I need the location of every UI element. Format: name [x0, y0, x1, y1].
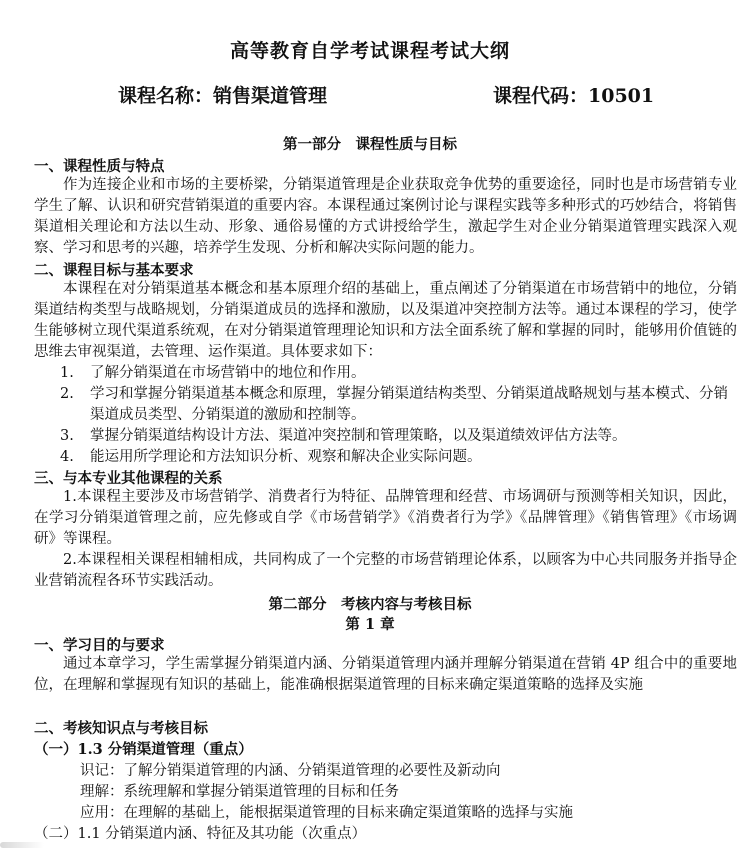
exam-outline-title: 高等教育自学考试课程考试大纲	[229, 40, 510, 62]
course-name: 课程名称：销售渠道管理	[118, 85, 328, 107]
part2-heading: 第二部分 考核内容与考核目标	[268, 596, 472, 613]
list-item	[60, 426, 736, 447]
paragraph: 1.本课程主要涉及市场营销学、消费者行为特征、品牌管理和经营、市场调研与预测等相关知识，因此，在学习分销渠道管理之前，应先修或自学《市场营销学》《消费者行为学》《品牌管理》《销售管理》《市场调研》等课程。	[34, 489, 737, 547]
section-heading: 二、考核知识点与考核目标	[34, 720, 208, 737]
chapter-heading: 第 1 章	[345, 616, 395, 633]
objective-apply: 应用：在理解的基础上，能根据渠道管理的目标来确定渠道策略的选择与实施	[80, 805, 573, 821]
list-text: 了解分销渠道在市场营销中的地位和作用。	[90, 365, 366, 381]
list-number: 2.	[60, 386, 74, 402]
section-heading: 一、学习目的与要求	[34, 637, 165, 654]
part1-heading: 第一部分 课程性质与目标	[283, 136, 457, 153]
paragraph: 通过本章学习，学生需掌握分销渠道内涵、分销渠道管理内涵并理解分销渠道在营销 4P 组合中的重要地位，在理解和掌握现有知识的基础上，能准确根据渠道管理的目标来确定渠道策略的选择及实施	[34, 656, 737, 693]
list-item	[60, 363, 736, 384]
subsection-heading: （一）1.3 分销渠道管理（重点）	[34, 741, 253, 758]
requirements-list	[60, 363, 736, 468]
list-number: 4.	[60, 449, 74, 465]
list-number: 1.	[60, 365, 74, 381]
list-number: 3.	[60, 428, 74, 444]
section-heading: 三、与本专业其他课程的关系	[34, 470, 223, 487]
list-item	[60, 447, 736, 468]
list-text: 学习和掌握分销渠道基本概念和原理，掌握分销渠道结构类型、分销渠道战略规划与基本模式、分销渠道成员类型、分销渠道的激励和控制等。	[90, 386, 728, 423]
list-text: 掌握分销渠道结构设计方法、渠道冲突控制和管理策略，以及渠道绩效评估方法等。	[90, 428, 627, 444]
section-heading: 一、课程性质与特点	[34, 158, 165, 175]
paragraph: 本课程在对分销渠道基本概念和基本原理介绍的基础上，重点阐述了分销渠道在市场营销中的地位，分销渠道结构类型与战略规划，分销渠道成员的选择和激励，以及渠道冲突控制方法等。通过本课程的学习，使学生能够树立现代渠道系统观，在对分销渠道管理理论知识和方法全面系统了解和掌握的同时，能够用价值链的思维去审视渠道，去管理、运作渠道。具体要求如下：	[34, 281, 737, 360]
list-text: 能运用所学理论和方法知识分析、观察和解决企业实际问题。	[90, 449, 482, 465]
scan-smudge	[0, 842, 44, 848]
paragraph: 2.本课程相关课程相辅相成，共同构成了一个完整的市场营销理论体系，以顾客为中心共同服务并指导企业营销流程各环节实践活动。	[34, 552, 737, 589]
objective-understand: 理解：系统理解和掌握分销渠道管理的目标和任务	[80, 784, 399, 800]
subsection-heading: （二）1.1 分销渠道内涵、特征及其功能（次重点）	[34, 826, 367, 842]
section-heading: 二、课程目标与基本要求	[34, 262, 194, 279]
objective-recognize: 识记：了解分销渠道管理的内涵、分销渠道管理的必要性及新动向	[80, 763, 501, 779]
list-item	[60, 384, 736, 426]
course-code: 课程代码：10501	[493, 85, 655, 107]
paragraph: 作为连接企业和市场的主要桥梁，分销渠道管理是企业获取竞争优势的重要途径，同时也是市场营销专业学生了解、认识和研究营销渠道的重要内容。本课程通过案例讨论与课程实践等多种形式的巧妙结合，将销售渠道相关理论和方法以生动、形象、通俗易懂的方式讲授给学生，激起学生对企业分销渠道管理实践深入观察、学习和思考的兴趣，培养学生发现、分析和解决实际问题的能力。	[34, 177, 737, 256]
